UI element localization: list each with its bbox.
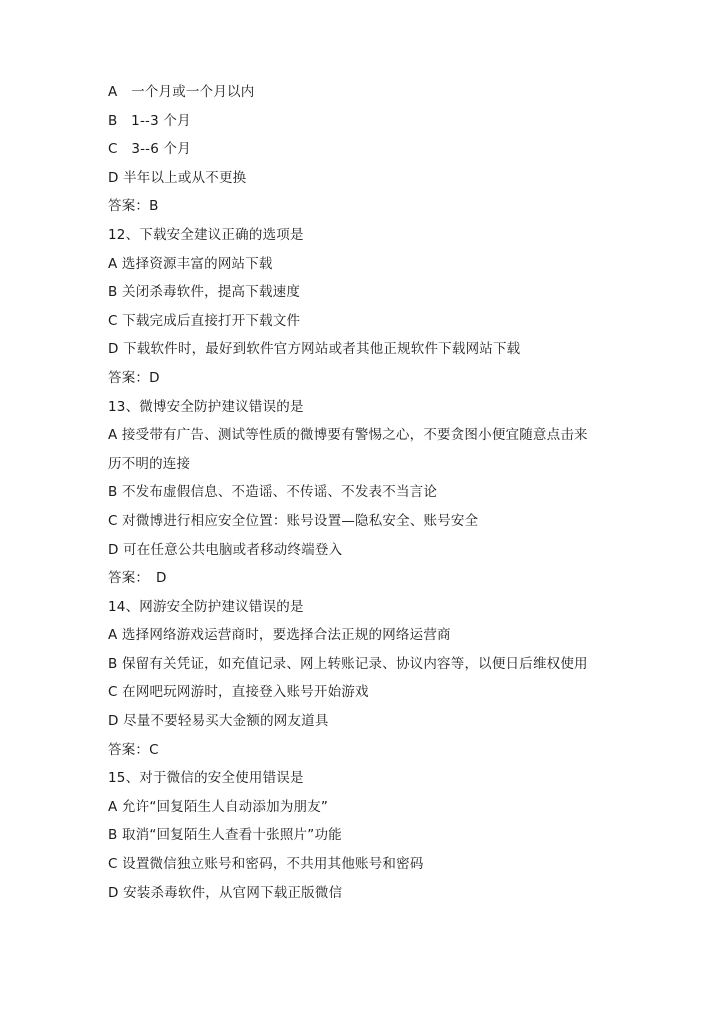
answer-line: 答案：D	[108, 369, 160, 386]
option-line: D 半年以上或从不更换	[108, 169, 247, 186]
option-line: B 取消“回复陌生人查看十张照片”功能	[108, 827, 342, 844]
option-line: A 接受带有广告、测试等性质的微博要有警惕之心，不要贪图小便宜随意点击来	[108, 427, 588, 444]
option-line: D 安装杀毒软件，从官网下载正版微信	[108, 884, 343, 901]
option-line: B 关闭杀毒软件，提高下载速度	[108, 284, 301, 301]
option-line: B 1--3 个月	[108, 112, 191, 129]
option-line: C 在网吧玩网游时，直接登入账号开始游戏	[108, 684, 369, 701]
question-line: 12、下载安全建议正确的选项是	[108, 226, 304, 243]
option-line: D 尽量不要轻易买大金额的网友道具	[108, 713, 329, 730]
option-line: A 一个月或一个月以内	[108, 84, 255, 100]
option-line: D 下载软件时，最好到软件官方网站或者其他正规软件下载网站下载	[108, 341, 521, 358]
question-line: 13、微博安全防护建议错误的是	[108, 398, 304, 415]
answer-line: 答案：B	[108, 198, 159, 215]
answer-line: 答案： D	[108, 570, 167, 587]
option-line-continued: 历不明的连接	[108, 455, 191, 472]
answer-line: 答案：C	[108, 741, 159, 758]
option-line: A 允许“回复陌生人自动添加为朋友”	[108, 798, 329, 815]
option-line: A 选择资源丰富的网站下载	[108, 255, 273, 272]
option-line: C 对微博进行相应安全位置：账号设置—隐私安全、账号安全	[108, 512, 479, 529]
question-line: 14、网游安全防护建议错误的是	[108, 598, 304, 615]
option-line: A 选择网络游戏运营商时，要选择合法正规的网络运营商	[108, 627, 451, 644]
question-line: 15、对于微信的安全使用错误是	[108, 770, 304, 787]
option-line: D 可在任意公共电脑或者移动终端登入	[108, 541, 343, 558]
option-line: C 下载完成后直接打开下载文件	[108, 312, 301, 329]
option-line: B 保留有关凭证，如充值记录、网上转账记录、协议内容等，以便日后维权使用	[108, 655, 588, 672]
option-line: B 不发布虚假信息、不造谣、不传谣、不发表不当言论	[108, 484, 438, 501]
document-body	[108, 78, 628, 907]
option-line: C 3--6 个月	[108, 141, 191, 158]
option-line: C 设置微信独立账号和密码，不共用其他账号和密码	[108, 856, 424, 873]
